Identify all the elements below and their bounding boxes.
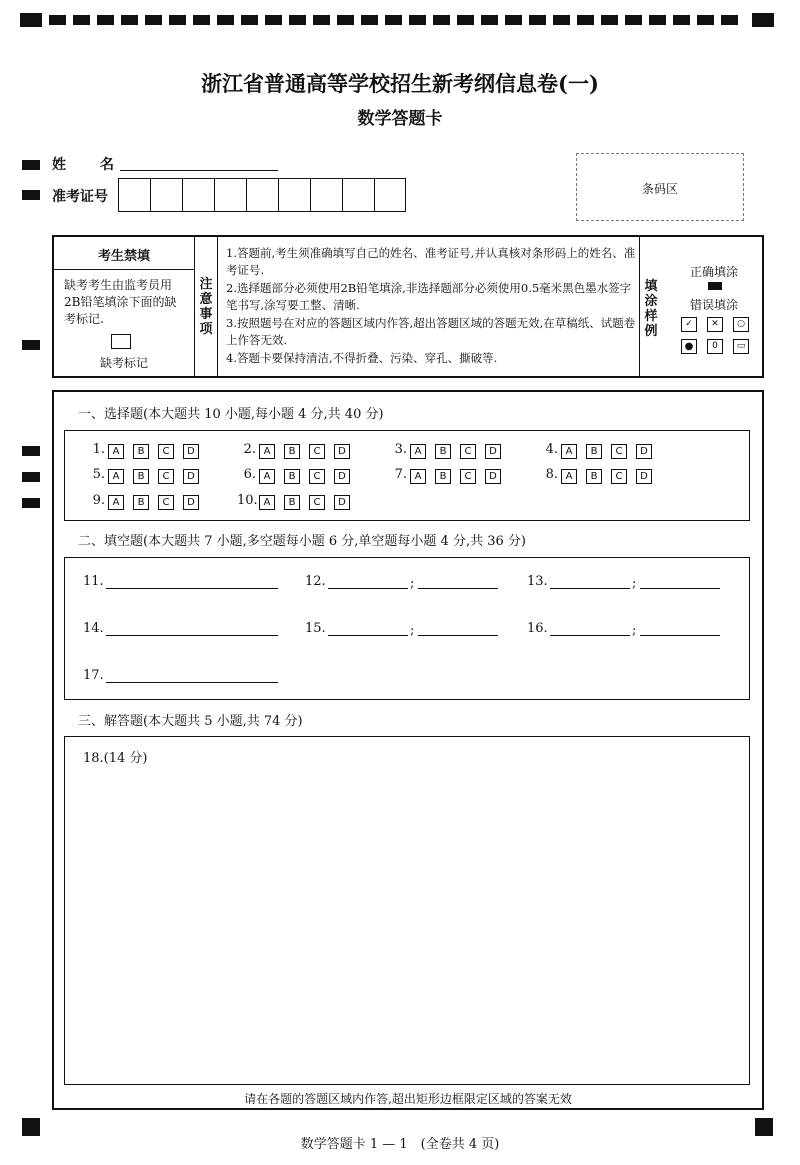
- q15-answer-2[interactable]: [418, 635, 498, 636]
- q11-number: 11.: [83, 574, 104, 589]
- absence-title: 考生禁填: [97, 249, 150, 264]
- choice-question-number: 5.: [92, 467, 105, 482]
- q13-separator: ;: [632, 576, 637, 591]
- q14-number: 14.: [83, 621, 104, 636]
- barcode-area: [576, 153, 744, 221]
- section1-title: 一、选择题(本大题共 10 小题,每小题 4 分,共 40 分): [78, 407, 384, 422]
- correct-fill-mark: [708, 282, 722, 290]
- absence-mark-label: 缺考标记: [99, 356, 148, 370]
- barcode-label: 条码区: [641, 182, 678, 196]
- q12-number: 12.: [305, 574, 326, 589]
- q15-answer-1[interactable]: [328, 635, 408, 636]
- page-title: 浙江省普通高等学校招生新考纲信息卷(一): [201, 71, 599, 96]
- side-marker: [22, 160, 40, 170]
- q14-answer[interactable]: [106, 635, 278, 636]
- notes-label: 注 意 事 项: [199, 277, 213, 337]
- q17-number: 17.: [83, 668, 104, 683]
- side-marker: [22, 340, 40, 350]
- choice-option-d[interactable]: D: [334, 444, 350, 459]
- absence-title-line: [54, 269, 194, 270]
- choice-option-c[interactable]: C: [158, 469, 174, 484]
- choice-option-c[interactable]: C: [309, 495, 325, 510]
- q12-answer-1[interactable]: [328, 588, 408, 589]
- q17-answer[interactable]: [106, 682, 278, 683]
- footer-warning: 请在各题的答题区域内作答,超出矩形边框限定区域的答案无效: [244, 1092, 572, 1106]
- choice-question-number: 2.: [243, 442, 256, 457]
- choice-option-c[interactable]: C: [611, 469, 627, 484]
- fill-area: [64, 557, 750, 700]
- choice-option-d[interactable]: D: [183, 469, 199, 484]
- choice-option-a[interactable]: A: [108, 495, 124, 510]
- note-item-3: 3.按照题号在对应的答题区域内作答,超出答题区域的答题无效,在草稿纸、试题卷上作答无效.: [226, 316, 636, 347]
- choice-option-b[interactable]: B: [284, 495, 300, 510]
- wrong-fill-label: 错误填涂: [689, 298, 738, 312]
- wrong-check-mark: ✓: [681, 317, 697, 332]
- choice-option-c[interactable]: C: [460, 469, 476, 484]
- q13-answer-2[interactable]: [640, 588, 720, 589]
- fill-example-label: 填 涂 样 例: [644, 279, 658, 339]
- q13-number: 13.: [527, 574, 548, 589]
- choice-option-c[interactable]: C: [309, 444, 325, 459]
- side-marker: [22, 190, 40, 200]
- choice-option-b[interactable]: B: [284, 469, 300, 484]
- id-number-grid[interactable]: [118, 178, 406, 212]
- absence-text: 缺考考生由监考员用2B铅笔填涂下面的缺考标记.: [64, 278, 177, 326]
- choice-option-d[interactable]: D: [183, 444, 199, 459]
- choice-option-c[interactable]: C: [309, 469, 325, 484]
- section3-title: 三、解答题(本大题共 5 小题,共 74 分): [78, 714, 303, 729]
- id-label: 准考证号: [52, 189, 108, 205]
- choice-option-d[interactable]: D: [334, 469, 350, 484]
- choice-option-b[interactable]: B: [435, 469, 451, 484]
- choice-question-number: 4.: [545, 442, 558, 457]
- name-label: 姓 名: [52, 157, 124, 173]
- choice-option-b[interactable]: B: [586, 444, 602, 459]
- choice-option-d[interactable]: D: [485, 469, 501, 484]
- choice-question-number: 8.: [545, 467, 558, 482]
- q13-answer-1[interactable]: [550, 588, 630, 589]
- choice-option-b[interactable]: B: [586, 469, 602, 484]
- wrong-zero-mark: 0: [707, 339, 723, 354]
- choice-option-a[interactable]: A: [410, 444, 426, 459]
- example-divider: [639, 237, 640, 376]
- choice-option-c[interactable]: C: [460, 444, 476, 459]
- correct-fill-label: 正确填涂: [689, 265, 738, 279]
- name-field[interactable]: [120, 170, 278, 171]
- choice-option-b[interactable]: B: [435, 444, 451, 459]
- q15-separator: ;: [410, 623, 415, 638]
- q12-answer-2[interactable]: [418, 588, 498, 589]
- q18-label: 18.(14 分): [83, 751, 148, 766]
- wrong-cross-mark: ✕: [707, 317, 723, 332]
- choice-option-b[interactable]: B: [284, 444, 300, 459]
- choice-question-number: 3.: [394, 442, 407, 457]
- note-item-2: 2.选择题部分必须使用2B铅笔填涂,非选择题部分必须使用0.5毫米黑色墨水签字笔书写,涂写要工整、清晰.: [226, 281, 632, 312]
- choice-option-b[interactable]: B: [133, 495, 149, 510]
- choice-option-d[interactable]: D: [334, 495, 350, 510]
- q16-answer-1[interactable]: [550, 635, 630, 636]
- choice-option-d[interactable]: D: [485, 444, 501, 459]
- info-table: [52, 235, 764, 378]
- choice-option-c[interactable]: C: [158, 495, 174, 510]
- note-item-4: 4.答题卡要保持清洁,不得折叠、污染、穿孔、撕破等.: [226, 351, 498, 365]
- notes-divider: [217, 237, 218, 376]
- q16-answer-2[interactable]: [640, 635, 720, 636]
- choice-option-c[interactable]: C: [611, 444, 627, 459]
- choice-option-a[interactable]: A: [259, 495, 275, 510]
- page-footer: 数学答题卡 1 — 1 (全卷共 4 页): [300, 1137, 500, 1152]
- q12-separator: ;: [410, 576, 415, 591]
- choice-option-b[interactable]: B: [133, 444, 149, 459]
- choice-option-a[interactable]: A: [410, 469, 426, 484]
- choice-option-d[interactable]: D: [636, 469, 652, 484]
- side-marker: [22, 498, 40, 508]
- section2-title: 二、填空题(本大题共 7 小题,多空题每小题 6 分,单空题每小题 4 分,共 36 分): [78, 534, 526, 549]
- choice-option-c[interactable]: C: [158, 444, 174, 459]
- choice-option-a[interactable]: A: [259, 444, 275, 459]
- page-subtitle: 数学答题卡: [357, 109, 443, 129]
- q16-number: 16.: [527, 621, 548, 636]
- note-item-1: 1.答题前,考生须准确填写自己的姓名、准考证号,并认真核对条形码上的姓名、准考证号.: [226, 246, 636, 277]
- wrong-dot-mark: ●: [681, 339, 697, 354]
- choice-question-number: 1.: [92, 442, 105, 457]
- wrong-circle-mark: ○: [733, 317, 749, 332]
- choice-option-a[interactable]: A: [561, 469, 577, 484]
- choice-question-number: 10.: [237, 493, 258, 508]
- choice-question-number: 9.: [92, 493, 105, 508]
- choice-option-a[interactable]: A: [108, 469, 124, 484]
- absence-divider: [194, 237, 195, 376]
- absence-mark-box[interactable]: [111, 334, 131, 349]
- choice-option-d[interactable]: D: [636, 444, 652, 459]
- side-marker: [22, 472, 40, 482]
- choice-option-a[interactable]: A: [108, 444, 124, 459]
- choice-question-number: 6.: [243, 467, 256, 482]
- q11-answer[interactable]: [106, 588, 278, 589]
- wrong-rect-mark: ▭: [733, 339, 749, 354]
- q15-number: 15.: [305, 621, 326, 636]
- choice-option-b[interactable]: B: [133, 469, 149, 484]
- choice-option-d[interactable]: D: [183, 495, 199, 510]
- choice-option-a[interactable]: A: [561, 444, 577, 459]
- side-marker: [22, 446, 40, 456]
- choice-question-number: 7.: [394, 467, 407, 482]
- q18-answer-area[interactable]: [64, 736, 750, 1085]
- q16-separator: ;: [632, 623, 637, 638]
- choice-option-a[interactable]: A: [259, 469, 275, 484]
